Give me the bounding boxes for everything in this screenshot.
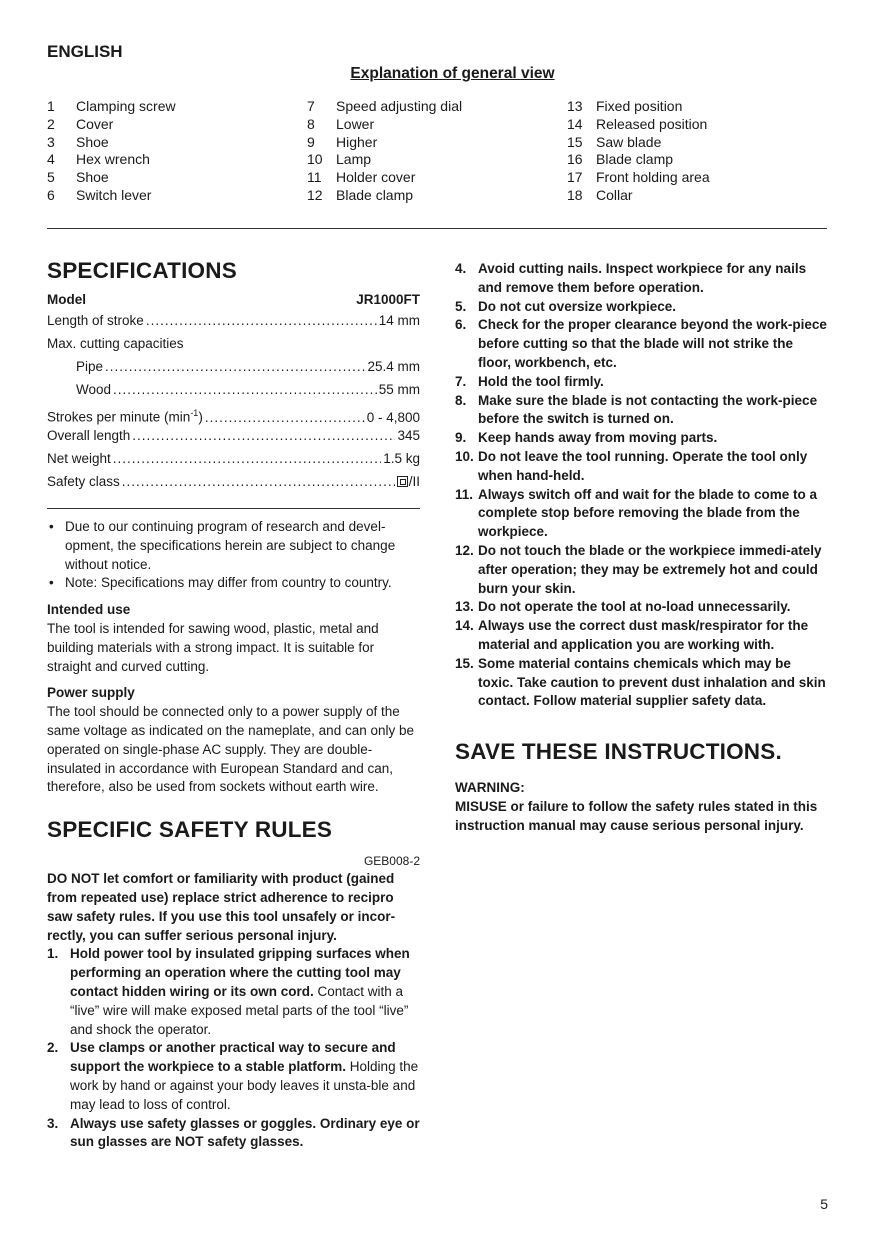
rule-item: 3. Always use safety glasses or goggles. Ordinary eye or sun glasses are NOT safety glasses. [47, 1115, 420, 1150]
spec-capacities-label: Max. cutting capacities [47, 336, 184, 351]
rule-item: 10. Do not leave the tool running. Operate the tool only when hand-held. [455, 448, 808, 483]
spec-weight-row: Net weight ..... 1.5 kg [47, 450, 420, 473]
rule-item: 4. Avoid cutting nails. Inspect workpiece for any nails and remove them before operation. [455, 261, 807, 295]
right-column [455, 260, 827, 836]
spec-value: /II [408, 474, 420, 489]
section-divider [47, 228, 827, 229]
save-instructions-title: SAVE THESE INSTRUCTIONS. [455, 739, 782, 765]
legend-item: 9 Higher [307, 133, 378, 150]
double-insulation-icon [397, 476, 408, 487]
spec-model-value: JR1000FT [356, 292, 420, 307]
legend-item: 15 Saw blade [567, 133, 662, 150]
legend-column-2 [307, 98, 462, 205]
language-heading: ENGLISH [47, 42, 123, 61]
rule-item: 2. Use clamps or another practical way to secure and support the workpiece to a stable platform. Holding the work by hand or against your body leaves it unsta-ble and may lead to loss of control. [47, 1040, 419, 1112]
spec-length-row: Overall length ..... 345 [47, 427, 420, 450]
rule-item: 13. Do not operate the tool at no-load unnecessarily. [455, 599, 791, 615]
legend-item: 12 Blade clamp [307, 186, 414, 203]
legend-item: 11 Holder cover [307, 169, 416, 186]
spec-wood-row: Wood ..... 55 mm [47, 381, 420, 404]
legend-item: 1 Clamping screw [47, 98, 176, 114]
legend-column-1 [47, 98, 176, 205]
legend-item: 14 Released position [567, 115, 708, 132]
legend-item: 10 Lamp [307, 151, 372, 168]
safety-intro: DO NOT let comfort or familiarity with product (gained from repeated use) replace strict adherence to recipro saw safety rules. If you use this tool unsafely or incor-rectly, you can suffer serious personal injury. [47, 871, 396, 943]
safety-rules-title: SPECIFIC SAFETY RULES [47, 817, 333, 843]
power-supply-text: The tool should be connected only to a power supply of the same voltage as indicated on the nameplate, and can only be operated on single-phase AC supply. They are double-insulated in accordance with European Standard and can, therefore, also be used from sockets without earth wire. [47, 704, 414, 795]
spec-divider [47, 508, 420, 509]
page-number: 5 [820, 1196, 828, 1212]
legend-item: 13 Fixed position [567, 98, 683, 114]
spec-value: 1.5 kg [383, 451, 420, 466]
warning-label: WARNING: [455, 780, 525, 796]
rule-item: 12. Do not touch the blade or the workpiece immedi-ately after operation; they may be extremely hot and could burn your skin. [455, 542, 822, 596]
safety-rules-list [47, 945, 420, 1152]
spec-spm-row: Strokes per minute $(\min^{-1})$ ..... 0 - 4,800 [47, 404, 420, 427]
legend-item: 18 Collar [567, 186, 633, 203]
rule-item: 15. Some material contains chemicals which may be toxic. Take caution to prevent dust inhalation and skin contact. Follow material supplier safety data. [455, 655, 826, 709]
safety-rules-list-continued [455, 260, 827, 711]
list-item: • Due to our continuing program of research and devel-opment, the specifications herein are subject to change without notice. [47, 518, 420, 574]
rule-item: 9. Keep hands away from moving parts. [455, 430, 718, 446]
general-view-title: Explanation of general view [350, 65, 555, 82]
list-item: • Note: Specifications may differ from country to country. [47, 574, 420, 593]
legend-item: 5 Shoe [47, 169, 109, 186]
legend-item: 8 Lower [307, 115, 375, 132]
spec-value: 0 - 4,800 [366, 409, 420, 425]
legend-column-3 [567, 98, 710, 205]
legend-item: 2 Cover [47, 115, 114, 132]
rule-item: 8. Make sure the blade is not contacting the work-piece before the switch is turned on. [455, 392, 818, 427]
rule-item: 6. Check for the proper clearance beyond the work-piece before cutting so that the blade will not strike the floor, workbench, etc. [455, 317, 827, 370]
rule-item: 11. Always switch off and wait for the blade to come to a complete stop before removing the blade from the workpiece. [455, 486, 818, 540]
rule-item: 7. Hold the tool firmly. [455, 373, 604, 389]
rule-item: 5. Do not cut oversize workpiece. [455, 298, 677, 314]
left-column [47, 256, 420, 1152]
legend-item: 4 Hex wrench [47, 151, 150, 168]
legend-item: 7 Speed adjusting dial [307, 98, 463, 114]
legend-item: 16 Blade clamp [567, 151, 674, 168]
legend-item: 6 Switch lever [47, 186, 152, 203]
rule-item: 14. Always use the correct dust mask/respirator for the material and application you are working with. [455, 618, 809, 652]
spec-value: 25.4 mm [367, 359, 420, 374]
intended-use-text: The tool is intended for sawing wood, plastic, metal and building materials with a strong impact. It is suitable for straight and curved cutting. [47, 620, 379, 674]
spec-pipe-row: Pipe ..... 25.4 mm [47, 358, 420, 381]
spec-value: 55 mm [378, 382, 420, 397]
spec-safety-row: Safety class ..... /II [47, 473, 420, 496]
spec-value: 14 mm [378, 313, 420, 328]
spec-notes [47, 518, 420, 593]
legend-item: 3 Shoe [47, 133, 109, 150]
rule-item: 1. Hold power tool by insulated gripping surfaces when performing an operation where the cutting tool may contact hidden wiring or its own cord. Contact with a “live” wire will make exposed metal parts of the tool “live” and shock the operator. [47, 946, 410, 1037]
warning-text: MISUSE or failure to follow the safety rules stated in this instruction manual may cause serious personal injury. [455, 798, 818, 833]
spec-stroke-row: Length of stroke ..... 14 mm [47, 312, 420, 335]
specifications-title: SPECIFICATIONS [47, 258, 237, 283]
intended-use-heading: Intended use [47, 602, 131, 618]
spec-value: 345 [397, 428, 420, 443]
power-supply-heading: Power supply [47, 685, 135, 701]
spec-model-row [47, 291, 420, 312]
document-code: GEB008-2 [363, 854, 420, 869]
spec-model-label: Model [47, 292, 86, 307]
legend-item: 17 Front holding area [567, 169, 710, 186]
